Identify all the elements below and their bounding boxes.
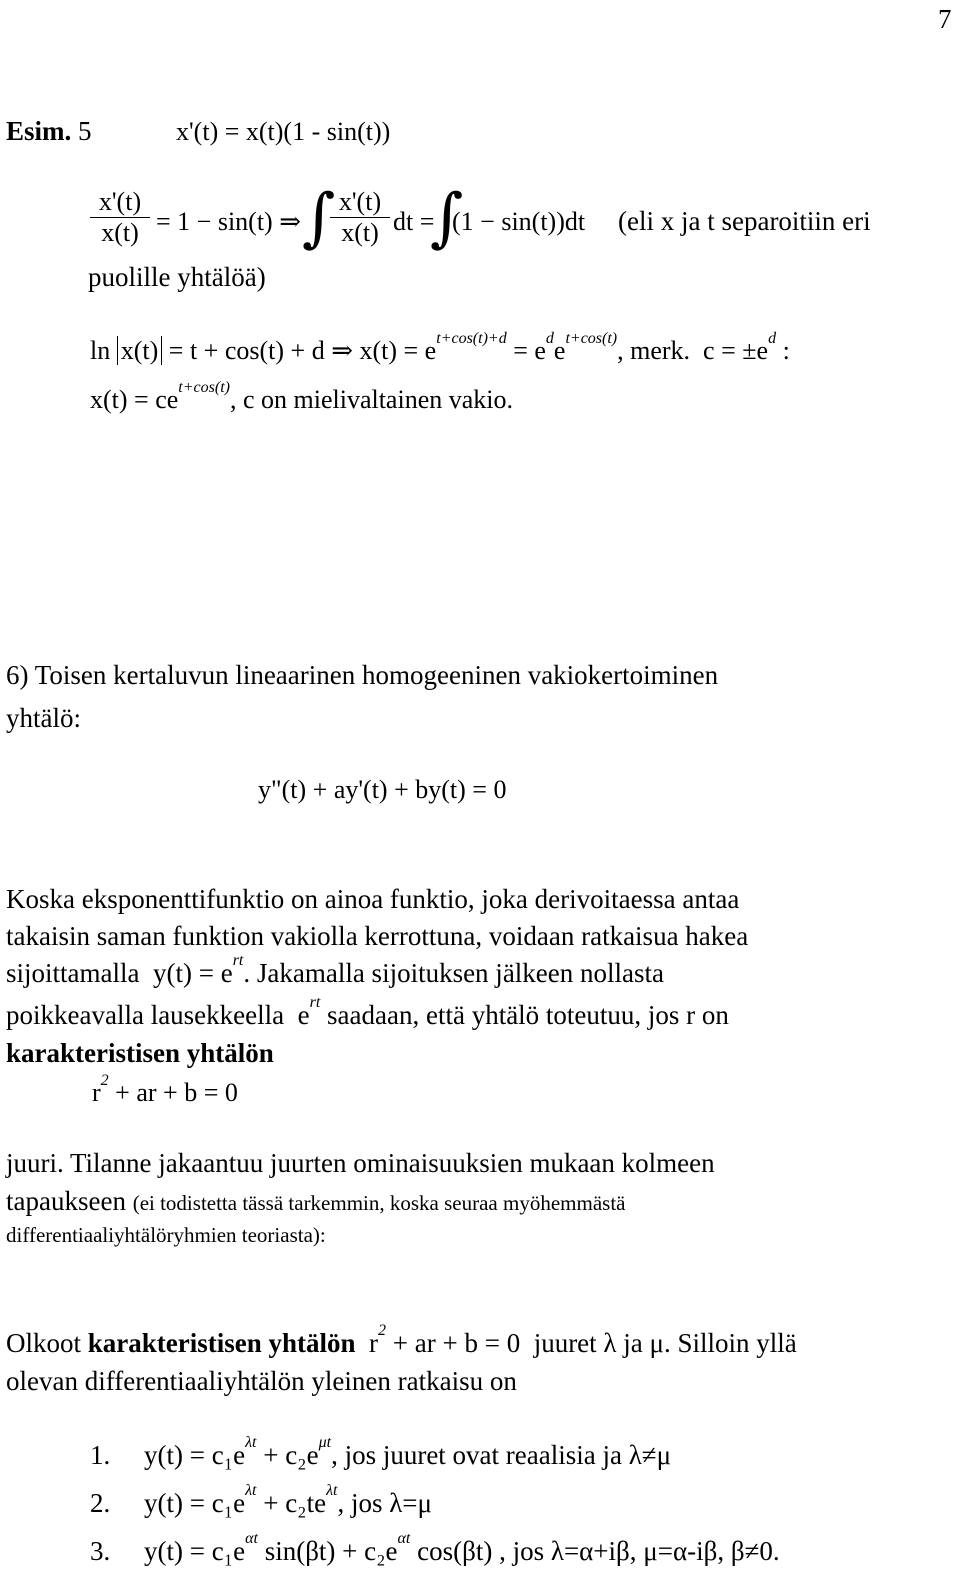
- paragraph1-line3: sijoittamalla $y(t) = e^{rt}$. Jakamalla sijoituksen jälkeen nollasta: [6, 952, 664, 988]
- example-equation: x'(t) = x(t)(1 - sin(t)): [176, 117, 391, 146]
- integral-dt: dt =: [393, 207, 435, 236]
- paragraph2-line1: juuri. Tilanne jakaantuu juurten ominaisuuksien mukaan kolmeen: [6, 1148, 715, 1178]
- section-heading-line2: yhtälö:: [6, 703, 81, 733]
- fraction-integrand: x'(t) x(t): [330, 188, 390, 247]
- integral-sign-1: ∫: [302, 181, 336, 255]
- case-2: 2. $y(t) = c_1e^{\lambda t} + c_2te^{\lambda t}$, jos λ=μ: [90, 1482, 433, 1518]
- integral-sign-2: ∫: [430, 181, 464, 255]
- solution-line1: ln x(t) = t + cos(t) + d ⇒ $x(t) = e^{t+cos(t)+d} = e^de^{t+cos(t)}$, merk. $c = \pm e^d$ :: [90, 330, 790, 365]
- paragraph1-line4: poikkeavalla lausekkeella $e^{rt}$ saadaan, että yhtälö toteutuu, jos r on: [6, 994, 729, 1030]
- paragraph3-line2: olevan differentiaaliyhtälön yleinen ratkaisu on: [6, 1366, 517, 1396]
- section-heading-line1: 6) Toisen kertaluvun lineaarinen homogeeninen vakiokertoiminen: [6, 660, 719, 690]
- paragraph1-line1: Koska eksponenttifunktio on ainoa funktio, joka derivoitaessa antaa: [6, 884, 740, 914]
- solution-line2: $x(t) = ce^{t+cos(t)}$, c on mielivaltainen vakio.: [90, 379, 513, 414]
- case-3: 3. $y(t) = c_1e^{\alpha t}$ $\sin(\beta t) + c_2e^{\alpha t}$ cos(βt) , jos λ=α+iβ, μ=α-iβ, β≠0.: [90, 1530, 780, 1566]
- paragraph2-line2: tapaukseen (ei todistetta tässä tarkemmin, koska seuraa myöhemmästä: [6, 1186, 626, 1216]
- paragraph2-line3: differentiaaliyhtälöryhmien teoriasta):: [6, 1223, 326, 1247]
- ode-equation: y"(t) + ay'(t) + by(t) = 0: [258, 775, 507, 804]
- page-number: 7: [938, 4, 952, 34]
- characteristic-equation: $r^2$ + ar + b = 0: [92, 1072, 238, 1107]
- paragraph1-line5: karakteristisen yhtälön: [6, 1038, 274, 1068]
- integral-rhs: (1 − sin(t))dt: [452, 207, 586, 236]
- separation-note: (eli x ja t separoitiin eri: [618, 206, 871, 236]
- separation-eq1: = 1 − sin(t) ⇒: [156, 207, 301, 236]
- separation-note-cont: puolille yhtälöä): [88, 262, 266, 292]
- paragraph1-line2: takaisin saman funktion vakiolla kerrottuna, voidaan ratkaisua hakea: [6, 921, 749, 951]
- example-label: Esim. 5: [6, 116, 92, 146]
- fraction-lhs: x'(t) x(t): [90, 188, 150, 247]
- paragraph3-line1: Olkoot karakteristisen yhtälön $r^2$ + ar + b = 0 juuret λ ja μ. Silloin yllä: [6, 1322, 797, 1358]
- case-1: 1. $y(t) = c_1e^{\lambda t} + c_2e^{\mu t}$, jos juuret ovat reaalisia ja λ≠μ: [90, 1434, 672, 1470]
